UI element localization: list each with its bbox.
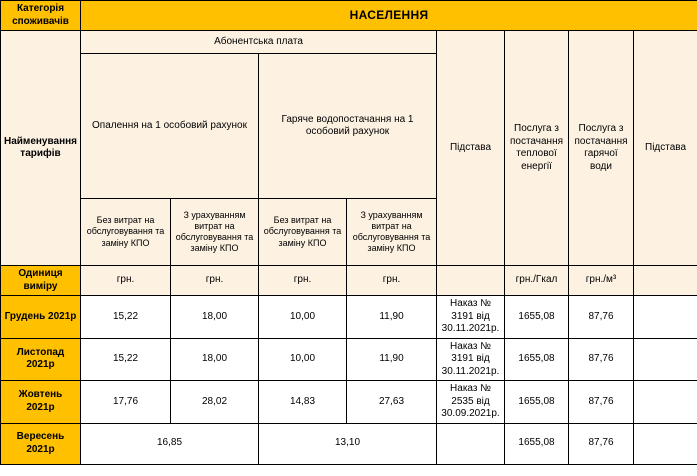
header-row-category [1, 1, 697, 31]
cell-thermal-service: 1655,08 [505, 338, 569, 381]
cell-basis-2 [634, 423, 697, 464]
table-row [1, 296, 697, 339]
cell-heating-no-service: 15,22 [81, 296, 171, 339]
unit-heating-no-service: грн. [81, 266, 171, 296]
cell-hotwater-no-service: 14,83 [259, 381, 347, 424]
heating-group-label: Опалення на 1 особовий рахунок [81, 54, 259, 199]
heating-with-service-label: З урахуванням витрат на обслуговування та заміну КПО [171, 199, 259, 266]
hotwater-with-service-label: З урахуванням витрат на обслуговування та заміну КПО [347, 199, 437, 266]
cell-hotwater-service: 87,76 [569, 423, 634, 464]
cell-heating-merged: 16,85 [81, 423, 259, 464]
cell-hotwater-merged: 13,10 [259, 423, 437, 464]
units-row [1, 266, 697, 296]
row-label: Листопад 2021р [1, 338, 81, 381]
unit-hotwater-with-service: грн. [347, 266, 437, 296]
cell-heating-no-service: 17,76 [81, 381, 171, 424]
unit-hotwater-service: грн./м³ [569, 266, 634, 296]
table-row [1, 423, 697, 464]
population-label: НАСЕЛЕННЯ [81, 1, 697, 31]
cell-heating-no-service: 15,22 [81, 338, 171, 381]
cell-hotwater-with-service: 27,63 [347, 381, 437, 424]
row-label: Вересень 2021р [1, 423, 81, 464]
units-row-label: Одиниця виміру [1, 266, 81, 296]
cell-hotwater-service: 87,76 [569, 381, 634, 424]
cell-basis-1: Наказ № 3191 від 30.11.2021р. [437, 338, 505, 381]
heating-no-service-label: Без витрат на обслуговування та заміну КПО [81, 199, 171, 266]
row-label: Грудень 2021р [1, 296, 81, 339]
row-label: Жовтень 2021р [1, 381, 81, 424]
unit-basis-1 [437, 266, 505, 296]
cell-hotwater-service: 87,76 [569, 296, 634, 339]
category-label: Категорія споживачів [1, 1, 81, 31]
cell-hotwater-no-service: 10,00 [259, 296, 347, 339]
unit-basis-2 [634, 266, 697, 296]
cell-basis-1: Наказ № 2535 від 30.09.2021р. [437, 381, 505, 424]
basis-label-1: Підстава [437, 31, 505, 266]
unit-heating-with-service: грн. [171, 266, 259, 296]
table-row [1, 338, 697, 381]
cell-basis-2 [634, 296, 697, 339]
cell-basis-2 [634, 381, 697, 424]
hotwater-service-label: Послуга з постачання гарячої води [569, 31, 634, 266]
cell-hotwater-with-service: 11,90 [347, 338, 437, 381]
basis-label-2: Підстава [634, 31, 697, 266]
table-row [1, 381, 697, 424]
cell-thermal-service: 1655,08 [505, 381, 569, 424]
hotwater-group-label: Гаряче водопостачання на 1 особовий рахунок [259, 54, 437, 199]
unit-hotwater-no-service: грн. [259, 266, 347, 296]
cell-basis-1 [437, 423, 505, 464]
thermal-service-label: Послуга з постачання теплової енергії [505, 31, 569, 266]
cell-hotwater-with-service: 11,90 [347, 296, 437, 339]
header-row-subscription [1, 31, 697, 54]
subscription-label: Абонентська плата [81, 31, 437, 54]
tariff-name-label: Найменування тарифів [1, 31, 81, 266]
cell-heating-with-service: 18,00 [171, 338, 259, 381]
cell-heating-with-service: 18,00 [171, 296, 259, 339]
unit-thermal-service: грн./Гкал [505, 266, 569, 296]
cell-heating-with-service: 28,02 [171, 381, 259, 424]
hotwater-no-service-label: Без витрат на обслуговування та заміну КПО [259, 199, 347, 266]
cell-thermal-service: 1655,08 [505, 296, 569, 339]
cell-basis-2 [634, 338, 697, 381]
cell-hotwater-service: 87,76 [569, 338, 634, 381]
cell-hotwater-no-service: 10,00 [259, 338, 347, 381]
cell-basis-1: Наказ № 3191 від 30.11.2021р. [437, 296, 505, 339]
cell-thermal-service: 1655,08 [505, 423, 569, 464]
